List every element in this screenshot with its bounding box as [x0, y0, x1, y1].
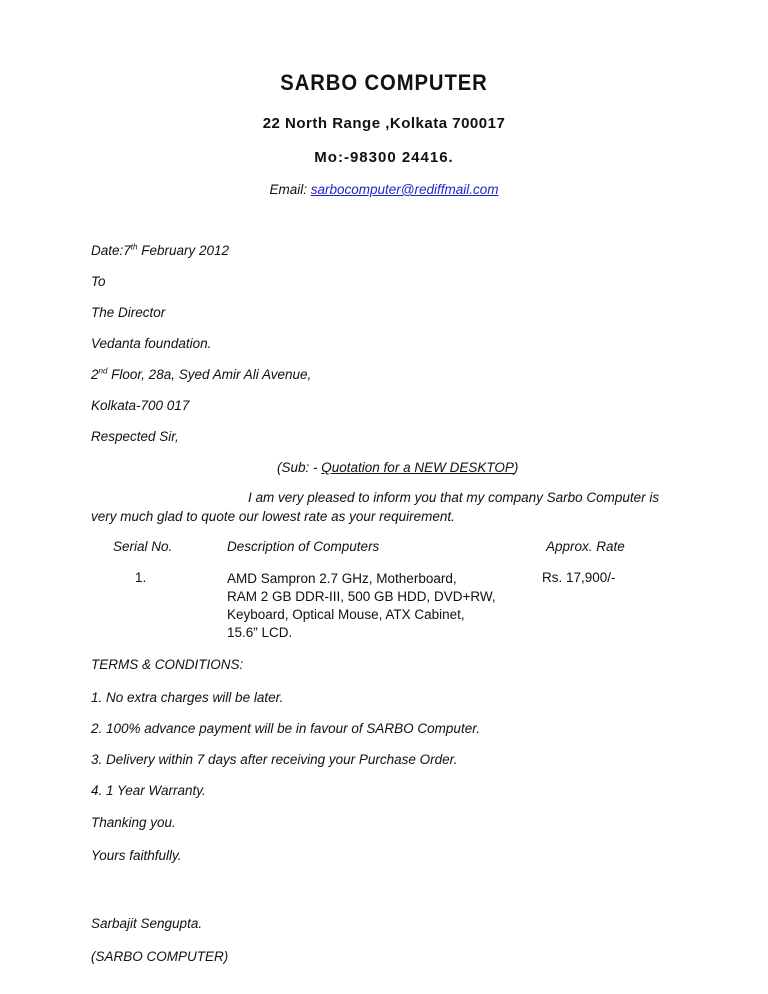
table-header-rate: Approx. Rate — [546, 539, 625, 554]
description-line: RAM 2 GB DDR-III, 500 GB HDD, DVD+RW, — [227, 589, 496, 604]
company-name: SARBO COMPUTER — [280, 70, 488, 95]
subject-text: Quotation for a NEW DESKTOP — [321, 460, 514, 475]
company-email-line — [0, 182, 768, 197]
recipient-title: The Director — [91, 305, 166, 320]
terms-item-1: 1. No extra charges will be later. — [91, 690, 284, 705]
body-line-1: I am very pleased to inform you that my company Sarbo Computer is — [248, 490, 660, 505]
company-address: 22 North Range ,Kolkata 700017 — [262, 115, 506, 132]
terms-item-4: 4. 1 Year Warranty. — [91, 783, 206, 798]
signatory-name: Sarbajit Sengupta. — [91, 916, 203, 931]
subject-suffix: ) — [513, 460, 519, 475]
table-header-serial: Serial No. — [113, 539, 173, 554]
email-label: Email: — [269, 182, 311, 197]
thanks-line: Thanking you. — [91, 815, 176, 830]
terms-heading: TERMS & CONDITIONS: — [91, 657, 244, 672]
table-cell-description — [227, 570, 496, 642]
salutation: Respected Sir, — [91, 429, 179, 444]
description-line: Keyboard, Optical Mouse, ATX Cabinet, — [227, 607, 465, 622]
body-line-2: very much glad to quote our lowest rate as your requirement. — [91, 509, 455, 524]
recipient-address — [91, 367, 311, 382]
date-prefix: Date:7 — [91, 243, 131, 258]
address-number: 2 — [91, 367, 99, 382]
letter-date — [91, 243, 229, 258]
description-line: AMD Sampron 2.7 GHz, Motherboard, — [227, 571, 457, 586]
table-cell-rate: Rs. 17,900/- — [542, 570, 616, 585]
date-suffix: February 2012 — [137, 243, 230, 258]
recipient-city: Kolkata-700 017 — [91, 398, 190, 413]
terms-item-3: 3. Delivery within 7 days after receiving your Purchase Order. — [91, 752, 458, 767]
signoff-line: Yours faithfully. — [91, 848, 182, 863]
signatory-company: (SARBO COMPUTER) — [91, 949, 229, 964]
subject-line — [277, 460, 518, 475]
to-label: To — [91, 274, 106, 289]
table-cell-serial: 1. — [135, 570, 147, 585]
subject-prefix: (Sub: - — [277, 460, 322, 475]
company-phone: Mo:-98300 24416. — [314, 149, 454, 166]
table-header-description: Description of Computers — [227, 539, 380, 554]
address-rest: Floor, 28a, Syed Amir Ali Avenue, — [107, 367, 312, 382]
address-superscript: nd — [98, 366, 108, 376]
email-link[interactable]: sarbocomputer@rediffmail.com — [310, 182, 499, 197]
terms-item-2: 2. 100% advance payment will be in favour of SARBO Computer. — [91, 721, 480, 736]
date-superscript: th — [130, 242, 138, 252]
description-line: 15.6” LCD. — [227, 625, 293, 640]
recipient-org: Vedanta foundation. — [91, 336, 212, 351]
